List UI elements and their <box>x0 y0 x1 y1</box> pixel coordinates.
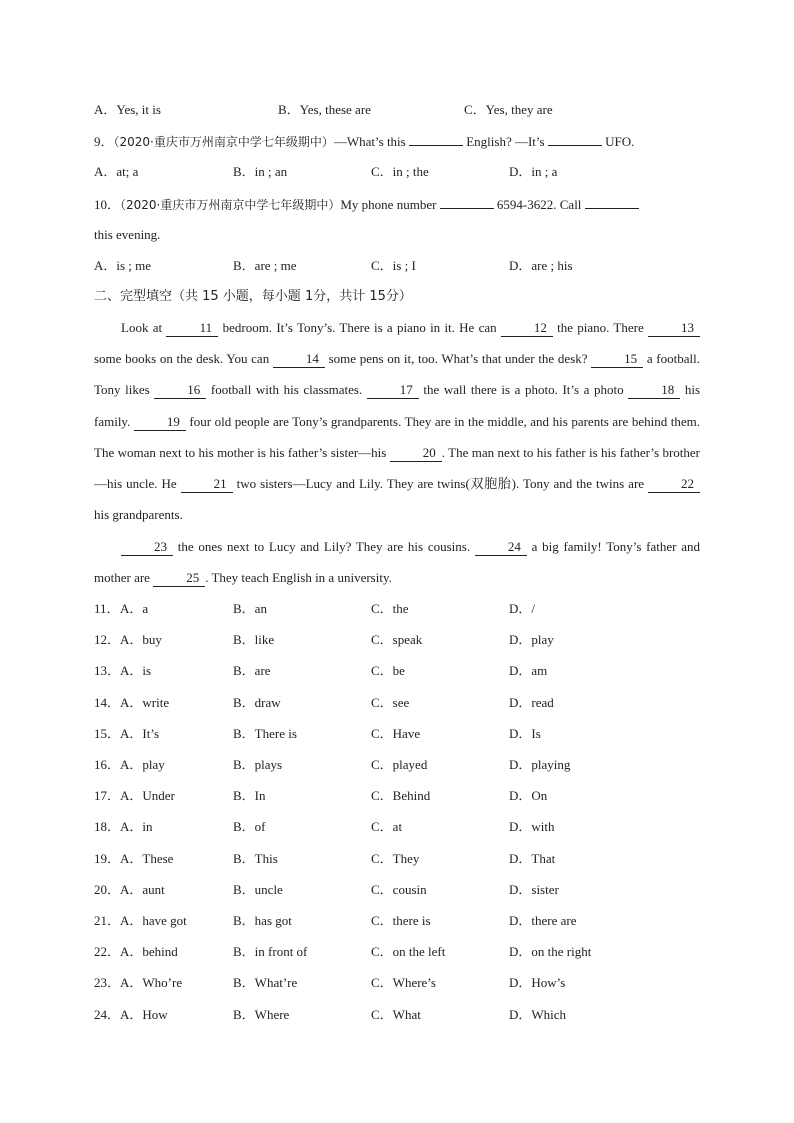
option-b[interactable]: B．This <box>233 850 278 866</box>
option-d[interactable]: D．read <box>509 694 554 710</box>
option-b[interactable]: B．an <box>233 601 267 616</box>
q9-options <box>94 162 700 182</box>
question-number: 12． <box>94 632 121 648</box>
option-d[interactable]: D．That <box>509 850 556 866</box>
answer-blank[interactable] <box>585 194 639 209</box>
passage-paragraph-2 <box>94 531 700 593</box>
passage-text: four old people are Tony’s grandparents. They are in the middle, and his parents are behind them. The woman next to his mother is his father’s sister—his <box>94 413 700 460</box>
cloze-blank[interactable]: 23 <box>121 539 173 556</box>
option-a: A．at; a <box>94 164 139 179</box>
option-d[interactable]: D．/ <box>509 601 536 616</box>
passage-text: some pens on it, too. What’s that under the desk? <box>324 351 592 367</box>
cloze-blank[interactable]: 25 <box>153 570 205 587</box>
passage-text: bedroom. It’s Tony’s. There is a piano in it. He can <box>218 320 501 335</box>
cloze-blank[interactable]: 13 <box>648 320 700 337</box>
option-a[interactable]: A．a <box>120 601 149 616</box>
passage-text: . The man next to his father is his father’s brother—his uncle. He <box>94 444 700 492</box>
cloze-blank[interactable]: 18 <box>628 382 680 399</box>
question-number: 14． <box>94 694 121 710</box>
passage-paragraph-1 <box>94 312 700 530</box>
passage-text: some books on the desk. You can <box>94 351 273 367</box>
question-row <box>94 817 700 837</box>
question-text: this evening. <box>94 227 161 242</box>
option-b: B．Yes, these are <box>278 102 371 117</box>
question-row <box>94 1005 700 1025</box>
option-d: D．in ; a <box>509 164 558 179</box>
cloze-blank[interactable]: 15 <box>591 351 643 368</box>
question-row <box>94 849 700 869</box>
question-number: 17． <box>94 788 121 804</box>
question-text: 6594-3622. Call <box>496 197 582 212</box>
passage-text: a big family! Tony’s father and mother are <box>94 539 700 586</box>
question-number: 18． <box>94 819 121 835</box>
answer-blank[interactable] <box>440 194 494 209</box>
option-d[interactable]: D．am <box>509 663 548 679</box>
option-d[interactable]: D．sister <box>509 881 559 897</box>
option-c[interactable]: C．played <box>371 757 428 772</box>
question-text: English? —It’s <box>466 134 545 149</box>
passage-text: the wall there is a photo. It’s a photo <box>418 382 629 398</box>
option-c: C．in ; the <box>371 164 429 179</box>
option-a: A．is ; me <box>94 258 152 273</box>
question-number: 16． <box>94 757 121 772</box>
option-c[interactable]: C．see <box>371 694 410 710</box>
cloze-blank[interactable]: 24 <box>475 539 527 556</box>
question-number: 21． <box>94 913 121 928</box>
option-a[interactable]: A．play <box>120 757 165 772</box>
option-a[interactable]: A．Under <box>120 788 175 804</box>
option-b[interactable]: B．like <box>233 632 275 648</box>
option-d[interactable]: D．playing <box>509 757 571 772</box>
option-a[interactable]: A．buy <box>120 632 162 648</box>
option-c[interactable]: C．there is <box>371 913 431 928</box>
question-number: 13． <box>94 663 121 679</box>
answer-blank[interactable] <box>409 131 463 146</box>
option-d[interactable]: D．play <box>509 632 554 648</box>
option-b[interactable]: B．Where <box>233 1006 290 1022</box>
question-row <box>94 599 700 619</box>
q8-options <box>94 100 700 120</box>
passage-text: the piano. There <box>552 320 649 335</box>
q10-options <box>94 256 700 276</box>
option-a[interactable]: A．in <box>120 819 153 835</box>
cloze-blank[interactable]: 16 <box>154 382 206 399</box>
option-d[interactable]: D．On <box>509 788 548 804</box>
option-d: D．are ; his <box>509 258 573 273</box>
option-b[interactable]: B．in front of <box>233 944 308 960</box>
question-text: UFO. <box>605 134 635 149</box>
passage-text: his grandparents. <box>94 507 183 523</box>
option-b[interactable]: B．has got <box>233 913 292 928</box>
question-text: —What’s this <box>333 134 406 149</box>
cloze-blank[interactable]: 17 <box>367 382 419 399</box>
option-c[interactable]: C．Have <box>371 725 421 741</box>
option-a[interactable]: A．is <box>120 663 152 679</box>
cloze-blank[interactable]: 19 <box>134 414 186 431</box>
question-source: （2020·重庆市万州南京中学七年级期中） <box>120 198 341 212</box>
passage-text: the ones next to Lucy and Lily? They are his cousins. <box>173 539 475 554</box>
option-d[interactable]: D．on the right <box>509 944 592 960</box>
question-number: 24． <box>94 1006 121 1022</box>
option-a[interactable]: A．have got <box>120 913 187 928</box>
question-row <box>94 973 700 993</box>
option-b: B．in ; an <box>233 164 288 179</box>
question-10 <box>94 194 700 214</box>
option-a[interactable]: A．Who’re <box>120 975 183 991</box>
question-number: 15． <box>94 725 121 741</box>
question-number: 22． <box>94 944 121 960</box>
option-a[interactable]: A．How <box>120 1006 168 1022</box>
option-d[interactable]: D．Is <box>509 725 541 741</box>
cloze-blank[interactable]: 12 <box>501 320 553 337</box>
question-number: 20． <box>94 881 121 897</box>
option-b[interactable]: B．There is <box>233 725 297 741</box>
passage-text: Look at <box>121 320 167 335</box>
passage-text: his family. <box>94 382 701 429</box>
option-b[interactable]: B．In <box>233 788 266 804</box>
section-heading: 二、完型填空（共 15 小题，每小题 1分，共计 15分） <box>94 289 412 304</box>
option-d[interactable]: D．there are <box>509 913 577 928</box>
option-c[interactable]: C．at <box>371 819 403 835</box>
option-c[interactable]: C．on the left <box>371 944 446 960</box>
question-source: （2020·重庆市万州南京中学七年级期中） <box>113 135 334 149</box>
question-row <box>94 693 700 713</box>
cloze-blank[interactable]: 22 <box>648 476 700 493</box>
option-c[interactable]: C．Where’s <box>371 975 436 991</box>
option-c[interactable]: C．What <box>371 1006 421 1022</box>
question-number: 9． <box>94 134 114 149</box>
question-10-cont <box>94 225 700 245</box>
question-row <box>94 911 700 931</box>
option-b[interactable]: B．What’re <box>233 975 298 991</box>
passage-text: football with his classmates. <box>206 382 367 398</box>
question-row <box>94 786 700 806</box>
option-c[interactable]: C．They <box>371 850 420 866</box>
option-a: A．Yes, it is <box>94 102 161 117</box>
option-d[interactable]: D．How’s <box>509 975 566 991</box>
option-a[interactable]: A．It’s <box>120 725 160 741</box>
question-row <box>94 880 700 900</box>
option-b[interactable]: B．are <box>233 663 271 679</box>
option-b[interactable]: B．uncle <box>233 881 283 897</box>
option-b: B．are ; me <box>233 258 297 273</box>
cloze-blank[interactable]: 21 <box>181 476 233 493</box>
option-c[interactable]: C．speak <box>371 632 423 648</box>
passage-text: a football. Tony likes <box>94 351 700 398</box>
question-number: 10． <box>94 197 121 212</box>
question-9 <box>94 131 700 151</box>
option-c: C．is ; I <box>371 258 416 273</box>
option-b[interactable]: B．of <box>233 819 266 835</box>
option-b[interactable]: B．draw <box>233 694 281 710</box>
passage-text: . They teach English in a university. <box>205 570 392 586</box>
option-b[interactable]: B．plays <box>233 757 283 772</box>
passage-text: two sisters—Lucy and Lily. They are twins(双胞胎). Tony and the twins are <box>232 476 649 492</box>
question-number: 23． <box>94 975 121 991</box>
option-d[interactable]: D．with <box>509 819 555 835</box>
option-a[interactable]: A．behind <box>120 944 178 960</box>
option-a[interactable]: A．These <box>120 850 174 866</box>
answer-blank[interactable] <box>548 131 602 146</box>
option-c[interactable]: C．the <box>371 601 409 616</box>
option-a[interactable]: A．write <box>120 694 170 710</box>
option-c[interactable]: C．cousin <box>371 881 427 897</box>
option-c: C．Yes, they are <box>464 102 553 117</box>
question-row <box>94 724 700 744</box>
cloze-blank[interactable]: 14 <box>273 351 325 368</box>
question-number: 11． <box>94 601 120 616</box>
cloze-blank[interactable]: 11 <box>166 320 218 337</box>
question-text: My phone number <box>340 197 437 212</box>
option-c[interactable]: C．Behind <box>371 788 431 804</box>
question-row <box>94 755 700 775</box>
option-c[interactable]: C．be <box>371 663 405 679</box>
option-a[interactable]: A．aunt <box>120 881 165 897</box>
question-row <box>94 661 700 681</box>
cloze-blank[interactable]: 20 <box>390 445 442 462</box>
question-row <box>94 942 700 962</box>
question-number: 19． <box>94 850 121 866</box>
question-row <box>94 630 700 650</box>
option-d[interactable]: D．Which <box>509 1006 567 1022</box>
